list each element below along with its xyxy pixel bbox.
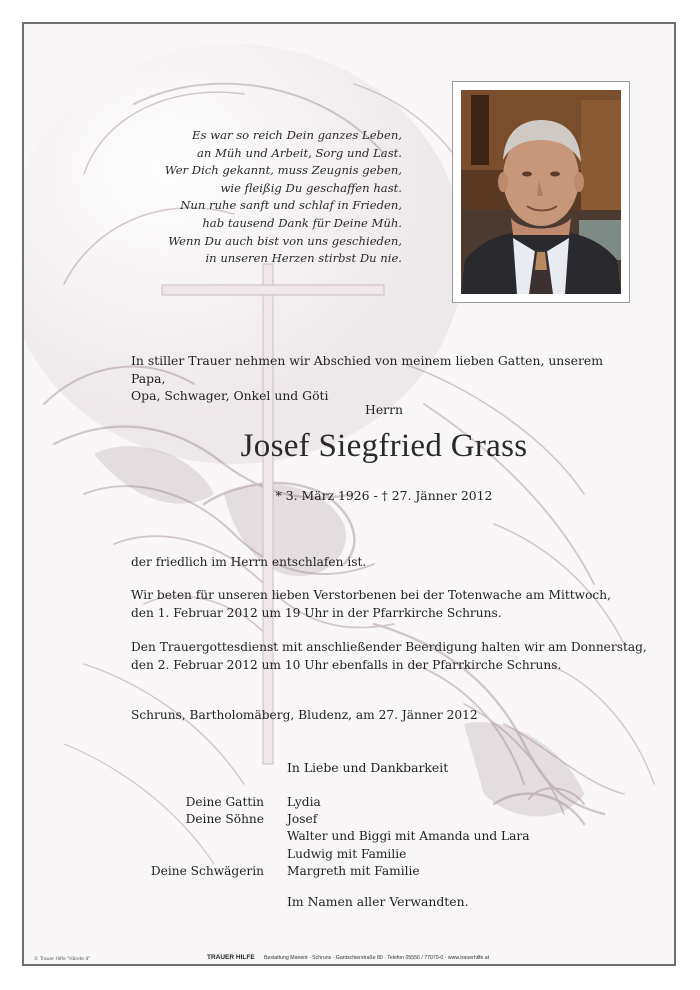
family-label (134, 828, 264, 845)
poem-line: Nun ruhe sanft und schlaf in Frieden, (180, 198, 402, 213)
funeral-paragraph (131, 639, 651, 674)
poem-line: wie fleißig Du geschaffen hast. (220, 180, 402, 195)
footer-info: Bestattung Manent · Schruns · Gantschierstraße 80 · Telefon 05556 / 77070-0 · www.trauerhilfe.at (264, 955, 490, 961)
family-member: Margreth mit Familie (287, 863, 420, 878)
funeral-line: Den Trauergottesdienst mit anschließender Beerdigung halten wir am Donnerstag, (131, 640, 647, 654)
poem-line: an Müh und Arbeit, Sorg und Last. (196, 145, 402, 160)
family-label: Deine Schwägerin (150, 863, 264, 878)
life-dates: * 3. März 1926 - † 27. Jänner 2012 (275, 488, 493, 503)
poem-line: Wenn Du auch bist von uns geschieden, (168, 233, 402, 248)
family-member: Lydia (287, 795, 321, 809)
family-labels (134, 794, 264, 880)
footer-copyright: © Trauer Hilfe "Hände 4" (34, 957, 91, 962)
family-names (287, 794, 607, 880)
place-date (131, 707, 651, 725)
memorial-poem (84, 127, 402, 268)
vigil-line: Wir beten für unseren lieben Verstorbenen bei der Totenwache am Mittwoch, (131, 588, 611, 602)
place-date-text: Schruns, Bartholomäberg, Bludenz, am 27. Jänner 2012 (131, 708, 478, 722)
vigil-paragraph (131, 587, 651, 622)
footer-brand: TRAUER HILFE (207, 954, 255, 961)
title-prefix: Herrn (365, 402, 403, 417)
family-label (134, 846, 264, 863)
poem-line: Es war so reich Dein ganzes Leben, (192, 128, 402, 142)
portrait-photo (461, 90, 621, 294)
intro-line: In stiller Trauer nehmen wir Abschied von meinem lieben Gatten, unserem Papa, (131, 353, 603, 386)
intro-line: Opa, Schwager, Onkel und Göti (131, 388, 329, 403)
vigil-line: den 1. Februar 2012 um 19 Uhr in der Pfarrkirche Schruns. (131, 605, 502, 620)
family-label: Deine Gattin (185, 795, 264, 809)
family-member: Ludwig mit Familie (287, 846, 407, 861)
funeral-line: den 2. Februar 2012 um 10 Uhr ebenfalls in der Pfarrkirche Schruns. (131, 657, 562, 672)
closing-line: In Liebe und Dankbarkeit (287, 760, 449, 775)
poem-line: hab tausend Dank für Deine Müh. (202, 215, 402, 230)
family-label: Deine Söhne (185, 812, 264, 827)
poem-line: in unseren Herzen stirbst Du nie. (205, 251, 402, 266)
obituary-sheet (22, 22, 676, 966)
relatives-line: Im Namen aller Verwandten. (287, 894, 469, 909)
poem-line: Wer Dich gekannt, muss Zeugnis geben, (164, 163, 402, 178)
intro-text (131, 352, 631, 405)
deceased-name: Josef Siegfried Grass (240, 428, 528, 464)
family-member: Josef (287, 812, 318, 827)
family-member: Walter und Biggi mit Amanda und Lara (287, 829, 530, 844)
portrait-frame (452, 81, 630, 303)
passing-text: der friedlich im Herrn entschlafen ist. (131, 555, 367, 569)
passing-line (131, 554, 651, 572)
